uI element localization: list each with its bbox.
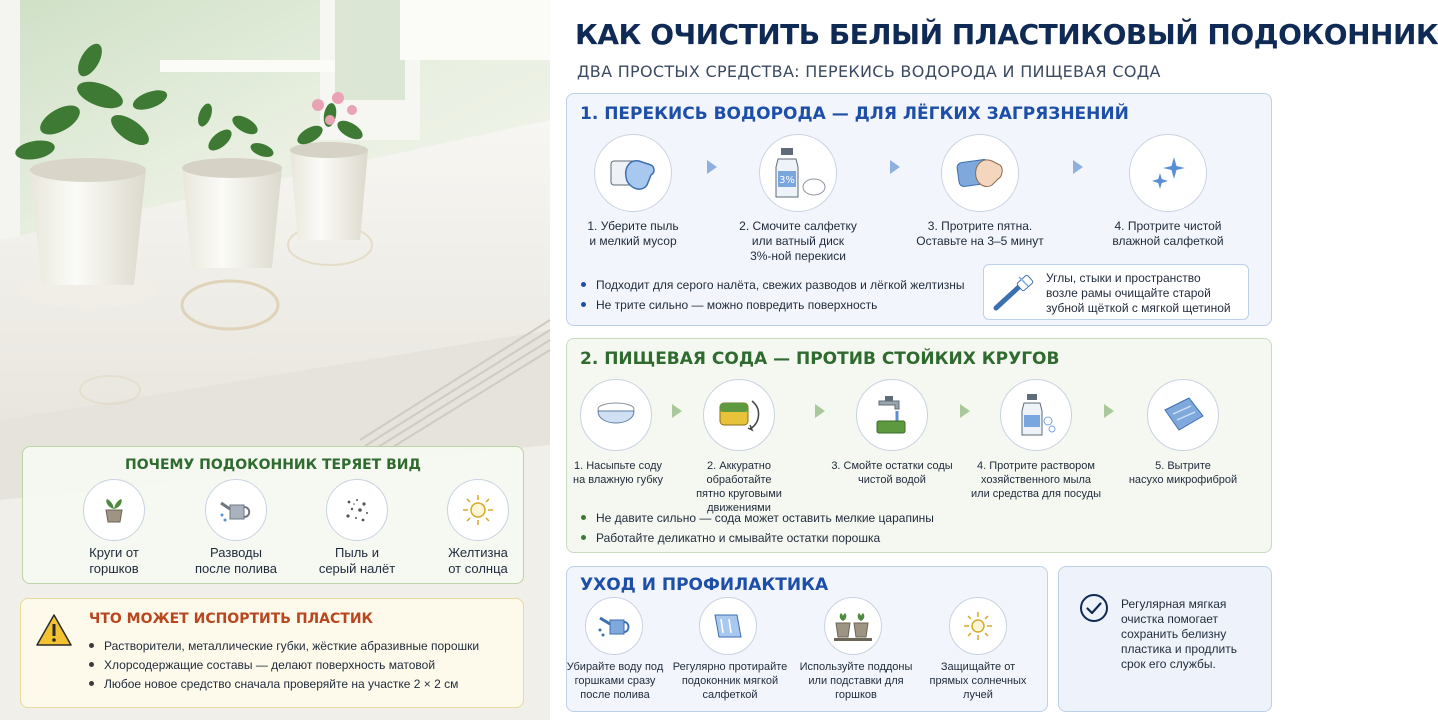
watering-can-icon	[585, 597, 643, 655]
why-item-watering-stains: Разводы после полива	[194, 545, 278, 576]
step-arrow	[707, 160, 717, 174]
step-arrow	[815, 404, 825, 418]
peroxide-bullet-2: Не трите сильно — можно повредить поверхность	[581, 298, 877, 312]
warning-bullet-3: Любое новое средство сначала проверяйте на участке 2 × 2 см	[89, 677, 458, 691]
plant-pot-icon	[83, 479, 145, 541]
watering-can-icon	[205, 479, 267, 541]
tip-text: Углы, стыки и пространство возле рамы очищайте старой зубной щёткой с мягкой щетиной	[1046, 271, 1231, 315]
soda-step-1: 1. Насыпьте соду на влажную губку	[573, 460, 663, 486]
step-arrow	[960, 404, 970, 418]
peroxide-step-3: 3. Протрите пятна. Оставьте на 3–5 минут	[916, 219, 1044, 248]
why-title: ПОЧЕМУ ПОДОКОННИК ТЕРЯЕТ ВИД	[125, 457, 421, 473]
warning-card	[20, 598, 524, 708]
care-item-1: Убирайте воду под горшками сразу после полива	[566, 661, 664, 701]
step-arrow	[1073, 160, 1083, 174]
microfiber-cloth-icon	[1147, 379, 1219, 451]
step-arrow	[890, 160, 900, 174]
page-subtitle: ДВА ПРОСТЫХ СРЕДСТВА: ПЕРЕКИСЬ ВОДОРОДА И ПИЩЕВАЯ СОДА	[577, 62, 1161, 81]
peroxide-title: 1. ПЕРЕКИСЬ ВОДОРОДА — ДЛЯ ЛЁГКИХ ЗАГРЯЗНЕНИЙ	[580, 104, 1129, 124]
pots-trays-icon	[824, 597, 882, 655]
soft-cloth-icon	[699, 597, 757, 655]
dust-icon	[326, 479, 388, 541]
soda-bowl-icon	[580, 379, 652, 451]
check-circle-icon	[1079, 593, 1109, 623]
care-title: УХОД И ПРОФИЛАКТИКА	[580, 575, 829, 595]
hand-wipe-icon	[594, 134, 672, 212]
soda-bullet-2: Работайте деликатно и смывайте остатки порошка	[581, 531, 880, 545]
soap-bottle-icon	[1000, 379, 1072, 451]
soda-title: 2. ПИЩЕВАЯ СОДА — ПРОТИВ СТОЙКИХ КРУГОВ	[580, 349, 1060, 369]
peroxide-bullet-1: Подходит для серого налёта, свежих разводов и лёгкой желтизны	[581, 278, 965, 292]
care-item-4: Защищайте от прямых солнечных лучей	[929, 661, 1027, 701]
peroxide-step-1: 1. Уберите пыль и мелкий мусор	[587, 219, 679, 248]
warning-title: ЧТО МОЖЕТ ИСПОРТИТЬ ПЛАСТИК	[89, 611, 373, 627]
bottle-label: 3%	[779, 175, 795, 186]
sponge-hand-icon	[941, 134, 1019, 212]
care-item-2: Регулярно протирайте подоконник мягкой салфеткой	[672, 661, 788, 701]
sun-icon	[447, 479, 509, 541]
why-item-pot-rings: Круги от горшков	[89, 545, 139, 576]
soda-step-4: 4. Протрите раствором хозяйственного мыла или средства для посуды	[971, 460, 1101, 500]
soda-bullet-1: Не давите сильно — сода может оставить мелкие царапины	[581, 511, 934, 525]
warning-bullet-2: Хлорсодержащие составы — делают поверхность матовой	[89, 658, 435, 672]
warning-triangle-icon	[35, 613, 73, 647]
step-arrow	[672, 404, 682, 418]
step-arrow	[1104, 404, 1114, 418]
note-panel	[1058, 566, 1272, 712]
peroxide-bottle-icon	[759, 134, 837, 212]
care-panel	[566, 566, 1048, 712]
warning-bullet-1: Растворители, металлические губки, жёсткие абразивные порошки	[89, 639, 479, 653]
peroxide-step-2: 2. Смочите салфетку или ватный диск 3%-ной перекиси	[739, 219, 857, 263]
sun-icon	[949, 597, 1007, 655]
sponge-circular-icon	[703, 379, 775, 451]
why-item-dust: Пыль и серый налёт	[318, 545, 396, 576]
soda-step-2: 2. Аккуратно обработайте пятно круговыми движениями	[696, 460, 782, 514]
toothbrush-icon	[992, 274, 1036, 312]
soda-step-3: 3. Смойте остатки соды чистой водой	[831, 460, 953, 486]
sparkle-icon	[1129, 134, 1207, 212]
peroxide-step-4: 4. Протрите чистой влажной салфеткой	[1112, 219, 1224, 248]
page-title: КАК ОЧИСТИТЬ БЕЛЫЙ ПЛАСТИКОВЫЙ ПОДОКОННИК	[575, 18, 1438, 51]
faucet-icon	[856, 379, 928, 451]
care-item-3: Используйте поддоны или подставки для горшков	[799, 661, 913, 701]
why-card	[22, 446, 524, 584]
why-item-yellowing: Желтизна от солнца	[448, 545, 508, 576]
toothbrush-tip	[983, 264, 1249, 320]
note-text: Регулярная мягкая очистка помогает сохранить белизну пластика и продлить срок его службы.	[1121, 597, 1237, 671]
soda-panel	[566, 338, 1272, 553]
soda-step-5: 5. Вытрите насухо микрофиброй	[1128, 460, 1238, 486]
